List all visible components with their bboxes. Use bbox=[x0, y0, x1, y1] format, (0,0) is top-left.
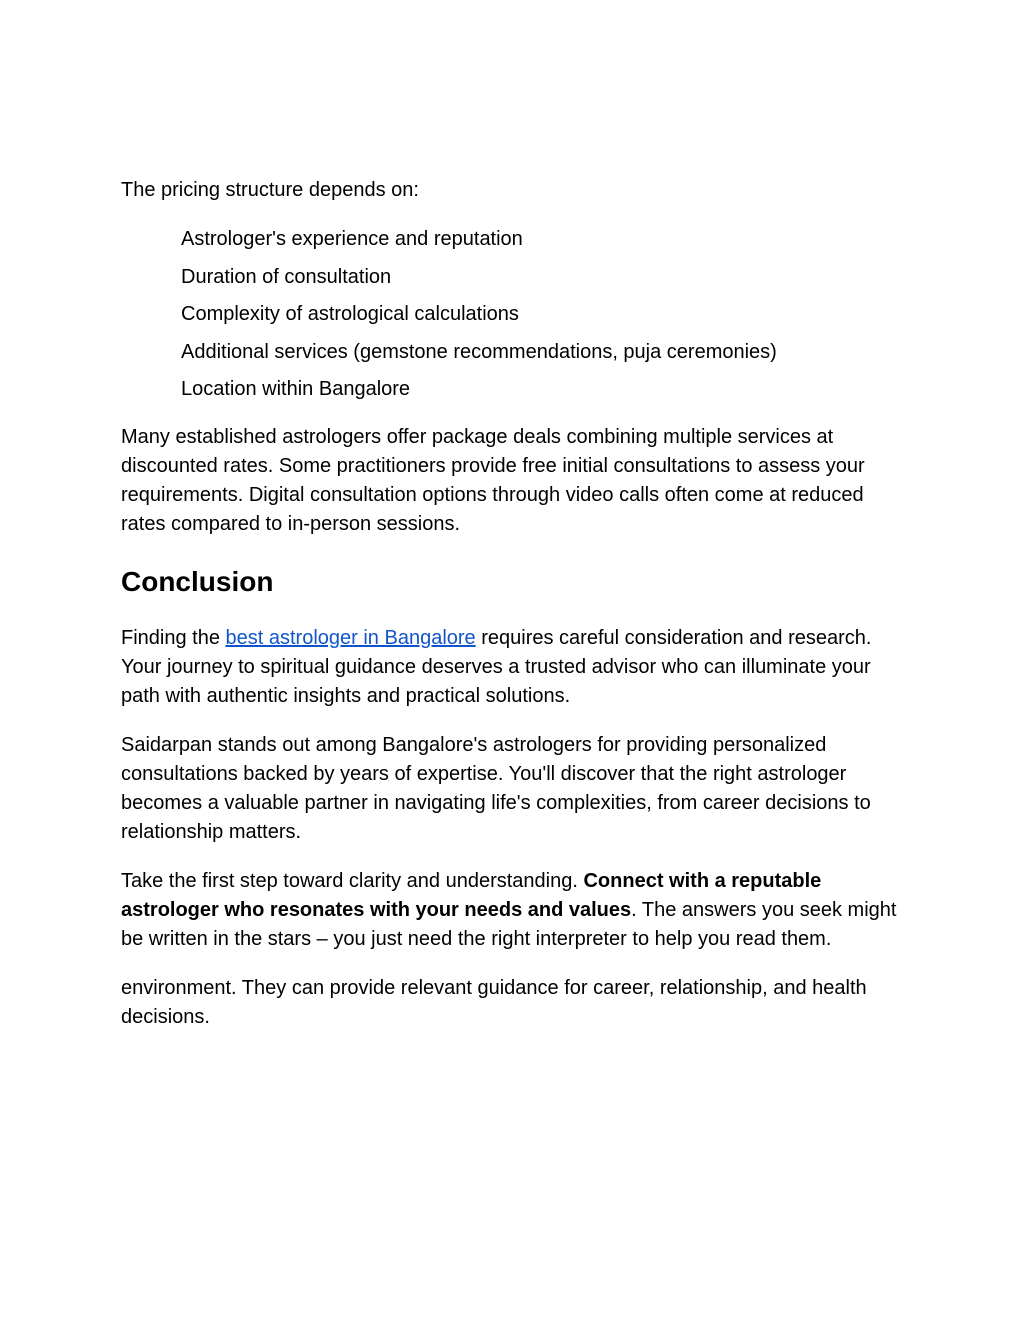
list-item: Location within Bangalore bbox=[181, 378, 411, 400]
list-item: Duration of consultation bbox=[181, 265, 392, 288]
best-astrologer-link[interactable]: best astrologer in Bangalore bbox=[225, 627, 476, 649]
document-content bbox=[121, 176, 911, 1032]
packages-paragraph: Many established astrologers offer package deals combining multiple services at discounted rates. Some practitioners provide free initial consultations to assess your requirements. Digital consultation options through video calls often come at reduced rates compared to in-person sessions. bbox=[121, 426, 865, 535]
step-text-after: . The answers you seek might be written in the stars – you just need the right interpreter to help you read them. bbox=[121, 899, 897, 950]
step-bold-text: Connect with a reputable astrologer who resonates with your needs and values bbox=[121, 870, 822, 921]
list-item: Additional services (gemstone recommendations, puja ceremonies) bbox=[181, 340, 777, 363]
step-text-before: Take the first step toward clarity and understanding. bbox=[121, 870, 584, 892]
conclusion-heading: Conclusion bbox=[121, 566, 274, 597]
environment-paragraph: environment. They can provide relevant guidance for career, relationship, and health decisions. bbox=[121, 977, 867, 1028]
list-item: Astrologer's experience and reputation bbox=[181, 228, 523, 250]
finding-text-after: requires careful consideration and research. Your journey to spiritual guidance deserves a trusted advisor who can illuminate your path with authentic insights and practical solutions. bbox=[121, 627, 872, 707]
finding-paragraph bbox=[121, 624, 911, 711]
pricing-factors-list bbox=[121, 225, 911, 404]
first-step-paragraph bbox=[121, 867, 911, 954]
pricing-intro: The pricing structure depends on: bbox=[121, 179, 419, 201]
list-item: Complexity of astrological calculations bbox=[181, 303, 519, 325]
saidarpan-paragraph: Saidarpan stands out among Bangalore's astrologers for providing personalized consultations backed by years of expertise. You'll discover that the right astrologer becomes a valuable partner in navigating life's complexities, from career decisions to relationship matters. bbox=[121, 734, 871, 843]
finding-text-before: Finding the bbox=[121, 627, 226, 649]
